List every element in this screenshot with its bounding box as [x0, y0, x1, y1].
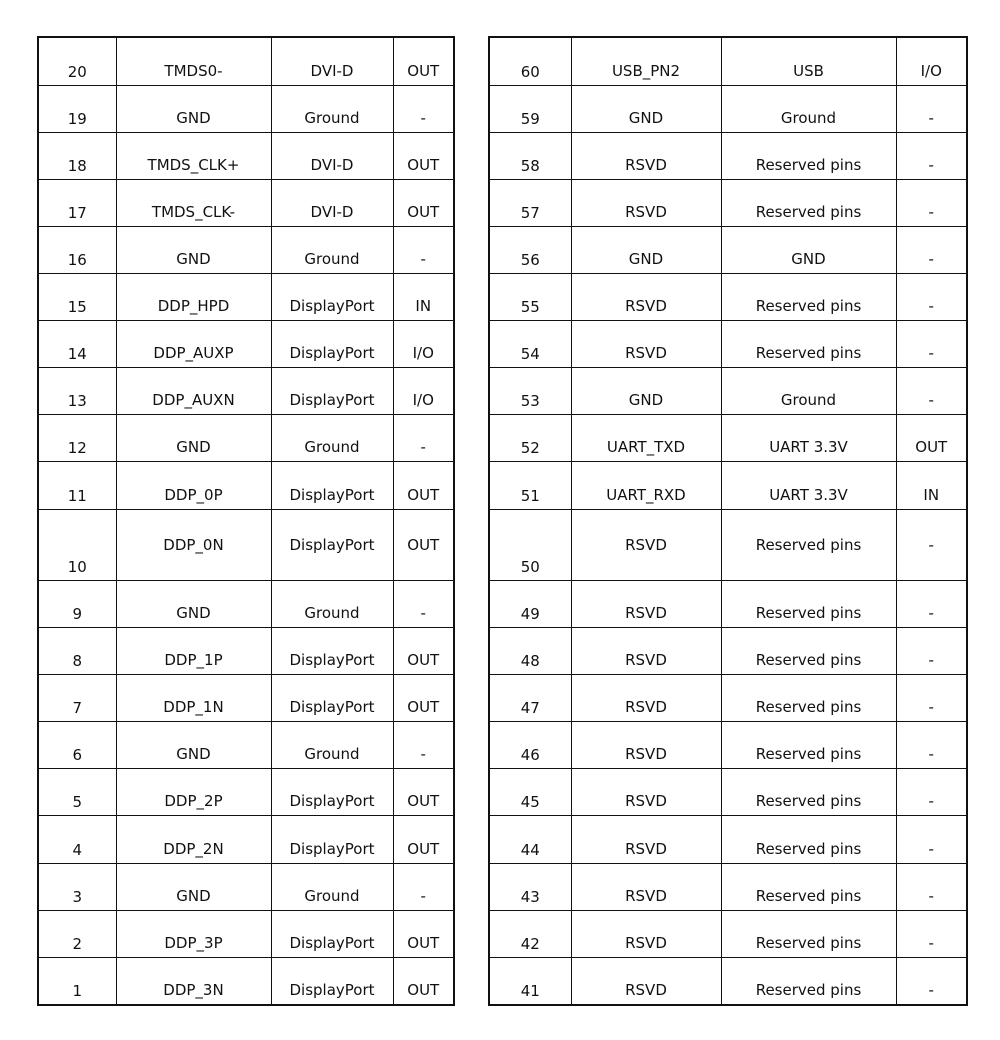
table-row	[38, 37, 454, 85]
table-row	[38, 226, 454, 273]
pin-number: 60	[489, 37, 571, 85]
signal-name: DDP_AUXP	[116, 320, 271, 367]
pin-number: 19	[38, 85, 116, 132]
signal-name: RSVD	[571, 320, 721, 367]
pin-number: 6	[38, 721, 116, 768]
table-row	[489, 627, 967, 674]
signal-name: DDP_1P	[116, 627, 271, 674]
signal-name: TMDS_CLK+	[116, 132, 271, 179]
interface-type: Ground	[271, 226, 393, 273]
table-row	[38, 910, 454, 957]
table-row	[38, 768, 454, 815]
interface-type: Ground	[271, 85, 393, 132]
interface-type: Ground	[271, 580, 393, 627]
pin-number: 8	[38, 627, 116, 674]
table-row	[38, 674, 454, 721]
table-row	[489, 461, 967, 509]
signal-direction: -	[896, 226, 967, 273]
signal-name: DDP_2N	[116, 815, 271, 863]
signal-name: USB_PN2	[571, 37, 721, 85]
table-row	[38, 367, 454, 414]
signal-direction: -	[393, 580, 454, 627]
interface-type: Reserved pins	[721, 627, 896, 674]
signal-direction: OUT	[393, 37, 454, 85]
interface-type: UART 3.3V	[721, 461, 896, 509]
interface-type: Ground	[271, 414, 393, 461]
interface-type: DisplayPort	[271, 320, 393, 367]
interface-type: DVI-D	[271, 132, 393, 179]
pin-number: 2	[38, 910, 116, 957]
interface-type: UART 3.3V	[721, 414, 896, 461]
pin-number: 51	[489, 461, 571, 509]
signal-name: UART_TXD	[571, 414, 721, 461]
signal-direction: OUT	[393, 132, 454, 179]
interface-type: Reserved pins	[721, 509, 896, 580]
signal-name: GND	[116, 85, 271, 132]
interface-type: Reserved pins	[721, 721, 896, 768]
pin-number: 54	[489, 320, 571, 367]
interface-type: GND	[721, 226, 896, 273]
signal-direction: OUT	[393, 768, 454, 815]
pin-table-left	[37, 36, 455, 1006]
signal-direction: I/O	[896, 37, 967, 85]
signal-name: RSVD	[571, 273, 721, 320]
table-row	[38, 580, 454, 627]
interface-type: Ground	[721, 367, 896, 414]
signal-name: TMDS_CLK-	[116, 179, 271, 226]
table-row	[489, 580, 967, 627]
table-row	[38, 957, 454, 1005]
table-row	[489, 179, 967, 226]
pin-number: 52	[489, 414, 571, 461]
table-row	[489, 910, 967, 957]
table-row	[489, 863, 967, 910]
table-row	[38, 414, 454, 461]
signal-direction: -	[896, 957, 967, 1005]
signal-direction: IN	[393, 273, 454, 320]
signal-direction: -	[896, 768, 967, 815]
pin-number: 10	[38, 509, 116, 580]
pin-number: 44	[489, 815, 571, 863]
pin-number: 57	[489, 179, 571, 226]
signal-name: RSVD	[571, 674, 721, 721]
pin-number: 9	[38, 580, 116, 627]
table-row	[38, 863, 454, 910]
pin-number: 12	[38, 414, 116, 461]
table-row	[38, 509, 454, 580]
table-row	[489, 37, 967, 85]
signal-direction: -	[896, 367, 967, 414]
interface-type: DisplayPort	[271, 957, 393, 1005]
pin-number: 55	[489, 273, 571, 320]
signal-name: UART_RXD	[571, 461, 721, 509]
signal-name: RSVD	[571, 580, 721, 627]
interface-type: Reserved pins	[721, 910, 896, 957]
pin-number: 48	[489, 627, 571, 674]
table-row	[38, 179, 454, 226]
signal-direction: IN	[896, 461, 967, 509]
interface-type: Ground	[271, 863, 393, 910]
signal-name: DDP_0N	[116, 509, 271, 580]
signal-name: RSVD	[571, 815, 721, 863]
pin-number: 18	[38, 132, 116, 179]
interface-type: Reserved pins	[721, 957, 896, 1005]
signal-name: GND	[116, 226, 271, 273]
table-row	[38, 85, 454, 132]
signal-direction: -	[393, 226, 454, 273]
interface-type: Ground	[271, 721, 393, 768]
signal-name: RSVD	[571, 179, 721, 226]
signal-direction: OUT	[393, 509, 454, 580]
interface-type: Reserved pins	[721, 273, 896, 320]
interface-type: DisplayPort	[271, 674, 393, 721]
interface-type: Reserved pins	[721, 674, 896, 721]
interface-type: USB	[721, 37, 896, 85]
signal-direction: -	[393, 414, 454, 461]
signal-direction: -	[896, 910, 967, 957]
interface-type: Reserved pins	[721, 863, 896, 910]
signal-direction: -	[896, 815, 967, 863]
pin-number: 45	[489, 768, 571, 815]
signal-name: RSVD	[571, 132, 721, 179]
signal-direction: OUT	[393, 179, 454, 226]
signal-direction: -	[393, 85, 454, 132]
table-row	[489, 815, 967, 863]
signal-name: DDP_1N	[116, 674, 271, 721]
table-row	[489, 273, 967, 320]
table-row	[489, 367, 967, 414]
table-row	[489, 768, 967, 815]
signal-direction: OUT	[393, 674, 454, 721]
signal-name: DDP_0P	[116, 461, 271, 509]
table-row	[38, 815, 454, 863]
table-row	[489, 85, 967, 132]
signal-direction: OUT	[393, 627, 454, 674]
pin-number: 46	[489, 721, 571, 768]
signal-name: GND	[571, 226, 721, 273]
table-row	[489, 674, 967, 721]
pin-number: 7	[38, 674, 116, 721]
pin-number: 13	[38, 367, 116, 414]
signal-name: RSVD	[571, 863, 721, 910]
signal-name: RSVD	[571, 910, 721, 957]
table-row	[38, 721, 454, 768]
pin-number: 56	[489, 226, 571, 273]
signal-name: GND	[116, 863, 271, 910]
interface-type: DisplayPort	[271, 910, 393, 957]
signal-direction: -	[896, 273, 967, 320]
pin-number: 17	[38, 179, 116, 226]
pin-number: 5	[38, 768, 116, 815]
interface-type: DisplayPort	[271, 815, 393, 863]
table-row	[489, 414, 967, 461]
pin-number: 50	[489, 509, 571, 580]
signal-direction: -	[393, 721, 454, 768]
pin-number: 4	[38, 815, 116, 863]
pin-number: 16	[38, 226, 116, 273]
interface-type: DisplayPort	[271, 367, 393, 414]
table-row	[38, 627, 454, 674]
pin-number: 41	[489, 957, 571, 1005]
pin-number: 47	[489, 674, 571, 721]
signal-direction: -	[896, 721, 967, 768]
pin-number: 58	[489, 132, 571, 179]
interface-type: DisplayPort	[271, 461, 393, 509]
signal-name: DDP_3P	[116, 910, 271, 957]
signal-name: GND	[116, 721, 271, 768]
signal-name: GND	[116, 580, 271, 627]
interface-type: DisplayPort	[271, 768, 393, 815]
interface-type: Ground	[721, 85, 896, 132]
signal-name: DDP_2P	[116, 768, 271, 815]
signal-name: DDP_AUXN	[116, 367, 271, 414]
signal-direction: -	[896, 509, 967, 580]
signal-name: GND	[116, 414, 271, 461]
pin-number: 11	[38, 461, 116, 509]
signal-direction: OUT	[393, 957, 454, 1005]
pin-number: 15	[38, 273, 116, 320]
pin-number: 53	[489, 367, 571, 414]
interface-type: DVI-D	[271, 179, 393, 226]
interface-type: Reserved pins	[721, 815, 896, 863]
pin-number: 20	[38, 37, 116, 85]
signal-name: DDP_3N	[116, 957, 271, 1005]
pin-number: 3	[38, 863, 116, 910]
signal-direction: -	[896, 85, 967, 132]
pin-number: 43	[489, 863, 571, 910]
interface-type: Reserved pins	[721, 320, 896, 367]
table-row	[489, 721, 967, 768]
table-row	[489, 957, 967, 1005]
pin-number: 1	[38, 957, 116, 1005]
signal-direction: -	[896, 863, 967, 910]
signal-direction: -	[896, 674, 967, 721]
table-row	[38, 320, 454, 367]
signal-direction: I/O	[393, 320, 454, 367]
interface-type: Reserved pins	[721, 768, 896, 815]
signal-name: GND	[571, 85, 721, 132]
signal-name: RSVD	[571, 768, 721, 815]
table-row	[38, 461, 454, 509]
signal-direction: -	[393, 863, 454, 910]
pin-number: 59	[489, 85, 571, 132]
pin-number: 14	[38, 320, 116, 367]
interface-type: DisplayPort	[271, 509, 393, 580]
interface-type: DisplayPort	[271, 627, 393, 674]
table-row	[38, 273, 454, 320]
signal-name: RSVD	[571, 509, 721, 580]
interface-type: DVI-D	[271, 37, 393, 85]
signal-direction: OUT	[896, 414, 967, 461]
interface-type: Reserved pins	[721, 132, 896, 179]
table-row	[489, 226, 967, 273]
table-row	[489, 132, 967, 179]
signal-name: DDP_HPD	[116, 273, 271, 320]
pin-number: 42	[489, 910, 571, 957]
interface-type: Reserved pins	[721, 580, 896, 627]
signal-name: RSVD	[571, 627, 721, 674]
pin-table-right	[488, 36, 968, 1006]
signal-direction: OUT	[393, 910, 454, 957]
table-row	[38, 132, 454, 179]
table-row	[489, 509, 967, 580]
table-row	[489, 320, 967, 367]
signal-name: RSVD	[571, 721, 721, 768]
signal-direction: OUT	[393, 461, 454, 509]
signal-direction: I/O	[393, 367, 454, 414]
signal-name: TMDS0-	[116, 37, 271, 85]
pin-number: 49	[489, 580, 571, 627]
signal-direction: -	[896, 320, 967, 367]
signal-direction: -	[896, 580, 967, 627]
signal-name: GND	[571, 367, 721, 414]
signal-direction: -	[896, 132, 967, 179]
signal-direction: OUT	[393, 815, 454, 863]
signal-name: RSVD	[571, 957, 721, 1005]
signal-direction: -	[896, 627, 967, 674]
interface-type: Reserved pins	[721, 179, 896, 226]
interface-type: DisplayPort	[271, 273, 393, 320]
signal-direction: -	[896, 179, 967, 226]
